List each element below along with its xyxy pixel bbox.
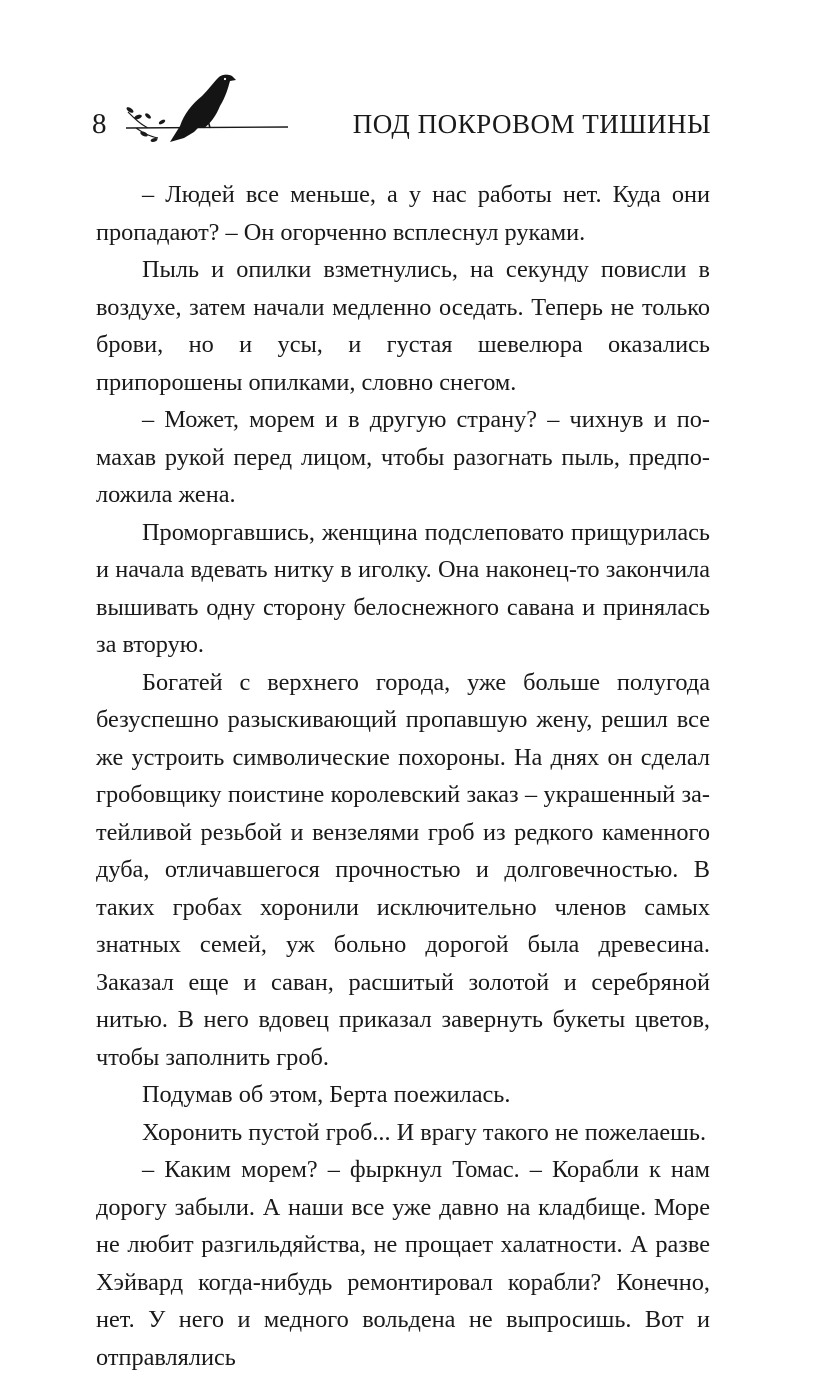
crow-on-branch-icon — [118, 66, 290, 148]
paragraph: – Людей все меньше, а у нас работы нет. Куда они пропадают? – Он огорченно всплеснул руками. — [96, 181, 710, 246]
paragraph: – Каким морем? – фыркнул Томас. – Корабли к нам дорогу забыли. А наши все уже давно на кладбище. Море не любит разгильдяйства, не прощает халатности. А разве Хэйвард когда-нибудь ремонтировал корабли? Конечно, нет. У него и медного вольдена не выпросишь. Вот и отправлялись — [96, 1156, 710, 1371]
paragraph: Хоронить пустой гроб... И врагу такого не пожелаешь. — [142, 1118, 707, 1146]
page-number: 8 — [92, 108, 107, 140]
paragraph: Пыль и опилки взметнулись, на секунду повисли в воздухе, затем начали медленно оседать. Теперь не только брови, но и усы, и густая шевелюра оказались припорошены опилками, словно снегом. — [96, 256, 710, 396]
paragraph: Подумав об этом, Берта поежилась. — [142, 1081, 511, 1108]
paragraph: – Может, морем и в другую страну? – чихнув и помахав рукой перед лицом, чтобы разогнать пыль, предположила жена. — [96, 406, 710, 508]
paragraph: Богатей с верхнего города, уже больше полугода безуспешно разыскивающий пропавшую жену, решил все же устроить символические похороны. На днях он сделал гробовщику поистине королевский заказ – украшенный затейливой резьбой и вензелями гроб из редкого каменного дуба, отличавшегося прочностью и долговечностью. В таких гробах хоронили исключительно членов самых знатных семей, уж больно дорогой была древесина. Заказал еще и саван, расшитый золотой и серебряной нитью. В него вдовец приказал завернуть букеты цветов, чтобы заполнить гроб. — [96, 668, 710, 1071]
body-text — [96, 176, 710, 1376]
paragraph: Проморгавшись, женщина подслеповато прищурилась и начала вдевать нитку в иголку. Она наконец-то закончила вышивать одну сторону белоснежного савана и принялась за вторую. — [96, 518, 710, 658]
running-title: ПОД ПОКРОВОМ ТИШИНЫ — [352, 109, 711, 139]
page-header — [0, 0, 835, 170]
